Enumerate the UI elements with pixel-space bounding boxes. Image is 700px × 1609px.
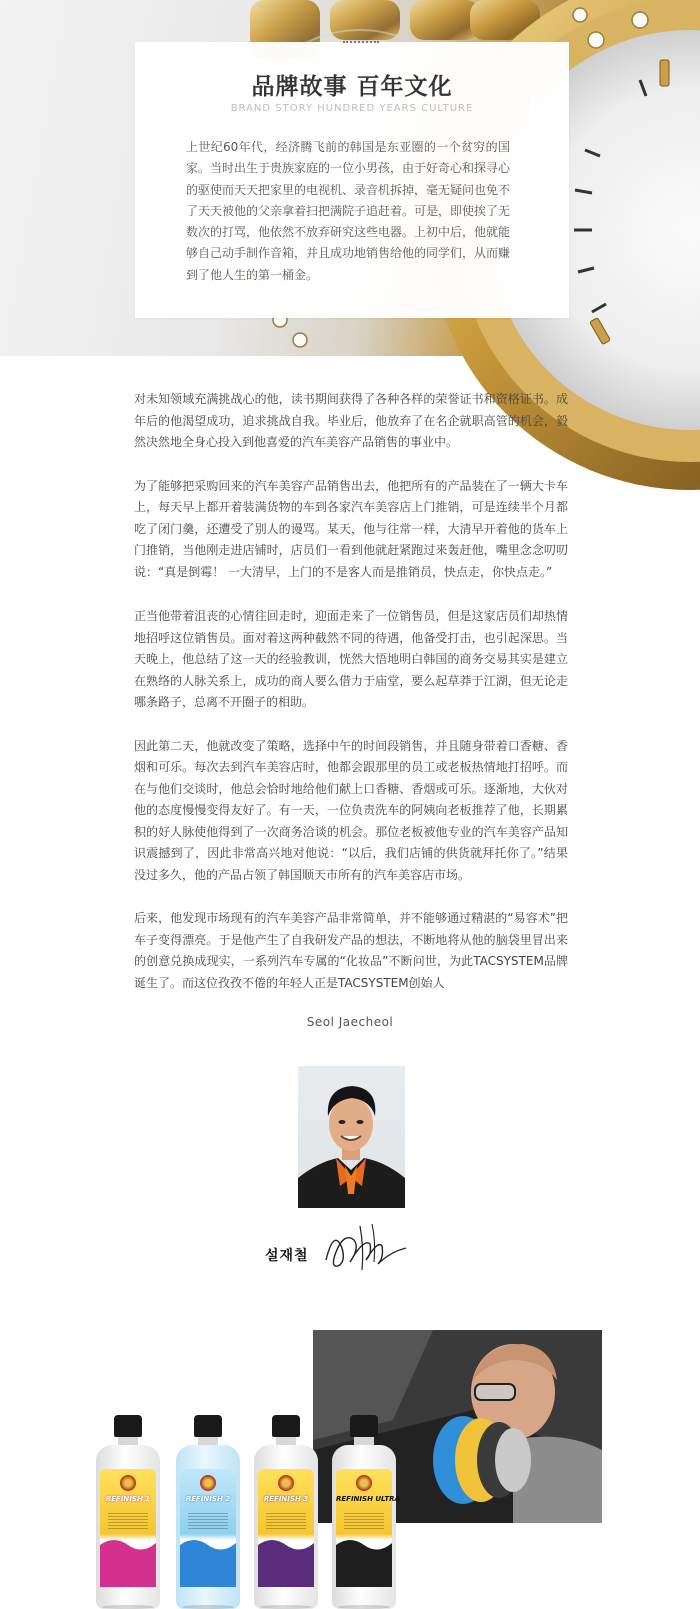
label-text-lines bbox=[108, 1513, 148, 1531]
product-name: REFINISH ULTRA bbox=[336, 1495, 400, 1503]
product-name: REFINISH 2 bbox=[185, 1495, 231, 1503]
bottle-label bbox=[336, 1469, 400, 1587]
label-text-lines bbox=[188, 1513, 228, 1531]
hero-banner bbox=[0, 0, 700, 356]
label-text-lines bbox=[266, 1513, 306, 1531]
story-paragraph: 为了能够把采购回来的汽车美容产品销售出去，他把所有的产品装在了一辆大卡车上，每天早上都开着装满货物的车到各家汽车美容店上门推销，可是连续半个月都吃了闭门羹，还遭受了别人的谩骂。某天，他与往常一样，大清早开着他的货车上门推销，当他刚走进店铺时，店员们一看到他就赶紧跑过来轰赶他，嘴里念念叨叨说：“真是倒霉！ 一大清早，上门的不是客人而是推销员，快点走，你快点走。” bbox=[134, 478, 568, 579]
handwritten-signature bbox=[320, 1218, 410, 1278]
story-text bbox=[134, 389, 568, 1016]
section-title: 品牌故事 百年文化 bbox=[251, 74, 453, 100]
brand-emblem-icon bbox=[356, 1475, 372, 1491]
brand-emblem-icon bbox=[278, 1475, 294, 1491]
story-paragraph: 对未知领域充满挑战心的他，读书期间获得了各种各样的荣誉证书和资格证书。成年后的他渴望成功，追求挑战自我。毕业后，他放弃了在名企就职高管的机会，毅然决然地全身心投入到他喜爱的汽车美容产品销售的事业中。 bbox=[134, 392, 568, 449]
label-wave bbox=[180, 1535, 236, 1587]
brand-emblem-icon bbox=[200, 1475, 216, 1491]
card-dots-decoration bbox=[343, 41, 379, 47]
bottle-label bbox=[180, 1469, 236, 1587]
label-wave bbox=[258, 1535, 314, 1587]
intro-text: 上世纪60年代，经济腾飞前的韩国是东亚圈的一个贫穷的国家。当时出生于贵族家庭的一位小男孩，由于好奇心和探寻心的驱使而天天把家里的电视机、录音机拆掉，毫无疑问也免不了天天被他的父亲拿着扫把满院子追赶着。可是，即使挨了无数次的打骂，他依然不放弃研究这些电器。上初中后，他就能够自己动手制作音箱，并且成功地销售给他的同学们，从而赚到了他人生的第一桶金。 bbox=[186, 140, 511, 282]
story-paragraph: 因此第二天，他就改变了策略，选择中午的时间段销售，并且随身带着口香糖、香烟和可乐。每次去到汽车美容店时，他都会跟那里的员工或老板热情地打招呼。而在与他们交谈时，他总会恰时地给他们献上口香糖、香烟或可乐。逐渐地，大伙对他的态度慢慢变得友好了。有一天，一位负责洗车的阿姨向老板推荐了他，长期累积的好人脉使他得到了一次商务洽谈的机会。那位老板被他专业的汽车美容产品知识震撼到了，因此非常高兴地对他说：“以后，我们店铺的供货就拜托你了。”结果没过多久，他的产品占领了韩国顺天市所有的汽车美容店市场。 bbox=[134, 738, 568, 882]
label-wave bbox=[100, 1535, 156, 1587]
product-name: REFINISH 1 bbox=[105, 1495, 151, 1503]
bottle-body bbox=[96, 1445, 160, 1609]
product-name: REFINISH 3 bbox=[263, 1495, 309, 1503]
korean-signature-name: 설재철 bbox=[265, 1248, 309, 1264]
portrait-illustration bbox=[298, 1066, 405, 1208]
section-subtitle: BRAND STORY HUNDRED YEARS CULTURE bbox=[230, 103, 474, 114]
product-bottle bbox=[176, 1415, 240, 1609]
bottle-label bbox=[100, 1469, 156, 1587]
bottle-label bbox=[258, 1469, 314, 1587]
label-wave bbox=[336, 1535, 392, 1587]
story-paragraph: 正当他带着沮丧的心情往回走时，迎面走来了一位销售员，但是这家店员们却热情地招呼这位销售员。面对着这两种截然不同的待遇，他备受打击，也引起深思。当天晚上，他总结了这一天的经验教训，恍然大悟地明白韩国的商务交易其实是建立在熟络的人脉关系上，成功的商人要么借力于庙堂，要么起草莽于江湖，但无论走哪条路子，总离不开圈子的相助。 bbox=[134, 609, 568, 709]
bottle-cap bbox=[350, 1415, 378, 1437]
founder-name: Seol Jaecheol bbox=[306, 1015, 394, 1029]
product-bottle bbox=[254, 1415, 318, 1609]
bottle-body bbox=[254, 1445, 318, 1609]
brand-story-card bbox=[135, 42, 569, 318]
brand-emblem-icon bbox=[120, 1475, 136, 1491]
bottle-body bbox=[176, 1445, 240, 1609]
bottle-body bbox=[332, 1445, 400, 1609]
product-bottle bbox=[332, 1415, 400, 1609]
label-text-lines bbox=[344, 1513, 384, 1531]
product-lineup bbox=[96, 1415, 406, 1609]
bottle-cap bbox=[194, 1415, 222, 1437]
story-paragraph: 后来，他发现市场现有的汽车美容产品非常简单，并不能够通过精湛的“易容术”把车子变得漂亮。于是他产生了自我研发产品的想法，不断地将从他的脑袋里冒出来的创意兑换成现实，一系列汽车专属的“化妆品”不断问世，为此TACSYSTEM品牌诞生了。而这位孜孜不倦的年轻人正是TACSYSTEM创始人 bbox=[134, 911, 568, 990]
founder-portrait bbox=[298, 1066, 405, 1208]
product-bottle bbox=[96, 1415, 160, 1609]
bottle-cap bbox=[114, 1415, 142, 1437]
bottle-cap bbox=[272, 1415, 300, 1437]
